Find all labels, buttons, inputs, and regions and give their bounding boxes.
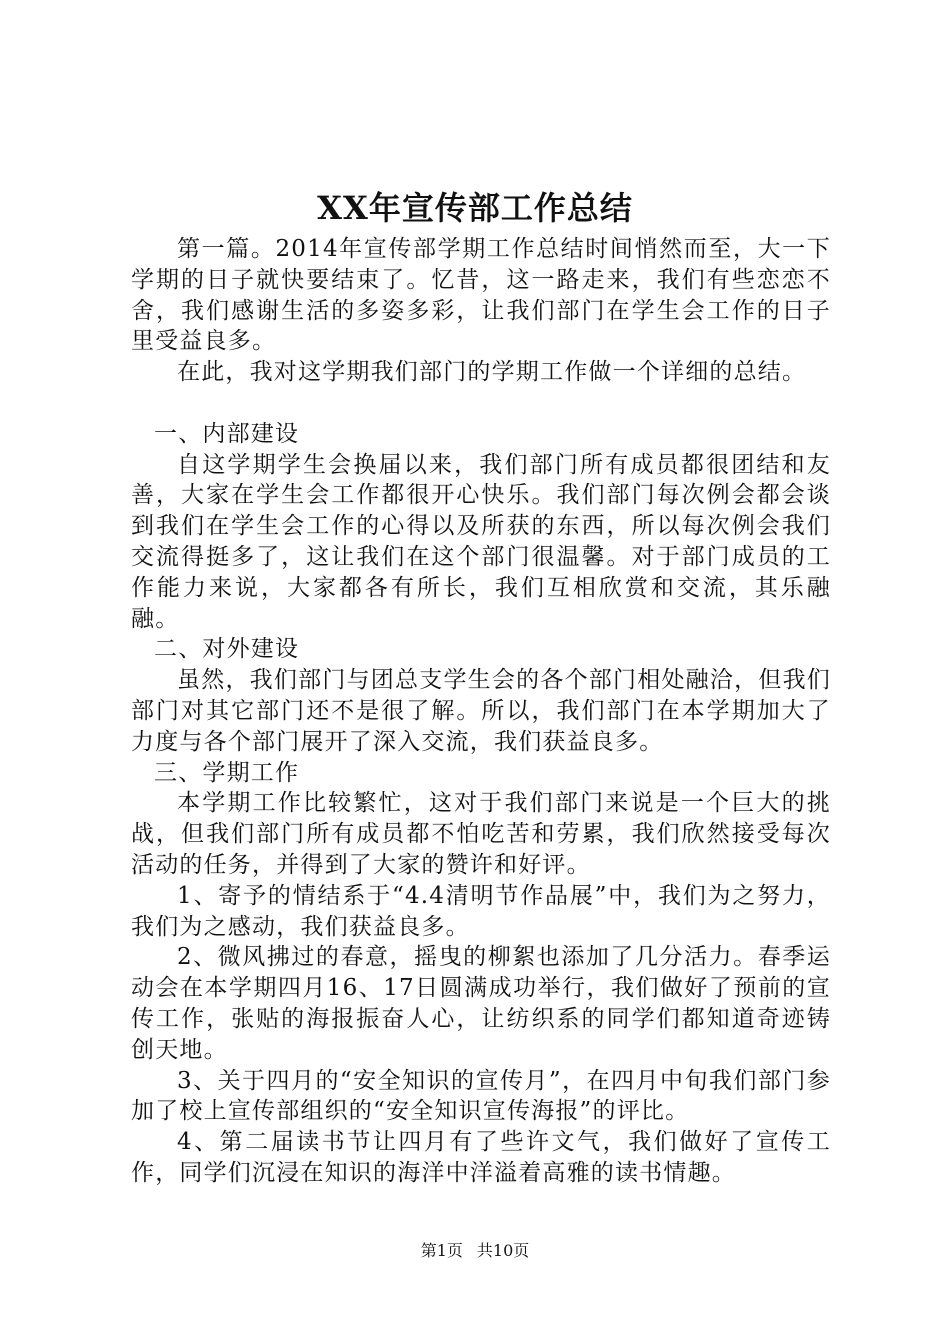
paragraph-external: 虽然，我们部门与团总支学生会的各个部门相处融洽，但我们部门对其它部门还不是很了解。所以，我们部门在本学期加大了力度与各个部门展开了深入交流，我们获益良多。 — [131, 667, 831, 755]
page-number: 第1页 — [420, 1241, 463, 1260]
page-footer — [0, 1240, 950, 1262]
list-item-3: 3、关于四月的“安全知识的宣传月”，在四月中旬我们部门参加了校上宣传部组织的“安全知识宣传海报”的评比。 — [131, 1067, 831, 1125]
paragraph-internal: 自这学期学生会换届以来，我们部门所有成员都很团结和友善，大家在学生会工作都很开心快乐。我们部门每次例会都会谈到我们在学生会工作的心得以及所获的东西，所以每次例会我们交流得挺多了，这让我们在这个部门很温馨。对于部门成员的工作能力来说，大家都各有所长，我们互相欣赏和交流，其乐融融。 — [131, 451, 831, 632]
list-item-1: 1、寄予的情结系于“4.4清明节作品展”中，我们为之努力，我们为之感动，我们获益良多。 — [131, 882, 831, 940]
paragraph-intro: 第一篇。2014年宣传部学期工作总结时间悄然而至，大一下学期的日子就快要结束了。忆昔，这一路走来，我们有些恋恋不舍，我们感谢生活的多姿多彩，让我们部门在学生会工作的日子里受益良多。 — [131, 236, 831, 355]
paragraph-gap — [131, 388, 831, 419]
list-item-4: 4、第二届读书节让四月有了些许文气，我们做好了宣传工作，同学们沉浸在知识的海洋中洋溢着高雅的读书情趣。 — [131, 1129, 831, 1186]
section-heading-term-work: 三、学期工作 — [154, 759, 300, 786]
document-title: XX年宣传部工作总结 — [317, 189, 633, 227]
list-item-2: 2、微风拂过的春意，摇曳的柳絮也添加了几分活力。春季运动会在本学期四月16、17日圆满成功举行，我们做好了预前的宣传工作，张贴的海报振奋人心，让纺织系的同学们都知道奇迹铸创天地。 — [131, 944, 831, 1063]
section-heading-external: 二、对外建设 — [154, 636, 300, 663]
paragraph-summary-lead: 在此，我对这学期我们部门的学期工作做一个详细的总结。 — [177, 359, 807, 386]
page-total: 共10页 — [476, 1241, 530, 1260]
paragraph-term-work: 本学期工作比较繁忙，这对于我们部门来说是一个巨大的挑战，但我们部门所有成员都不怕吃苦和劳累，我们欣然接受每次活动的任务，并得到了大家的赞许和好评。 — [131, 790, 831, 878]
document-body — [131, 234, 831, 1189]
section-heading-internal: 一、内部建设 — [154, 420, 300, 447]
